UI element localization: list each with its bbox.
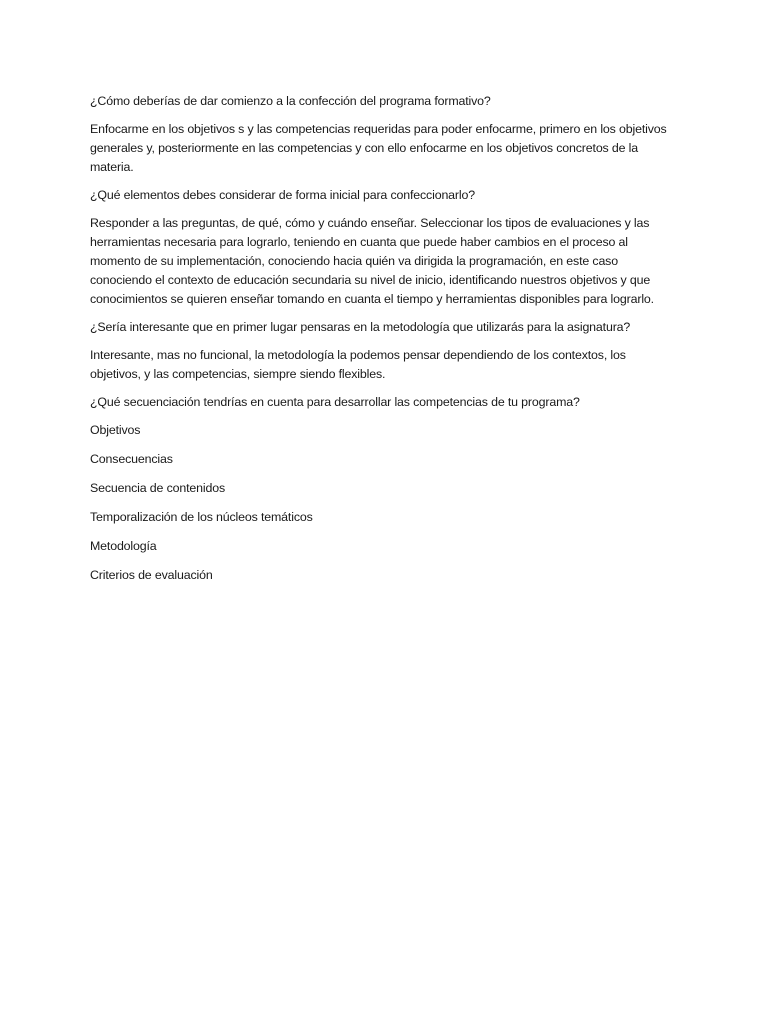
answer-3: Interesante, mas no funcional, la metodología la podemos pensar dependiendo de los contextos, los objetivos, y las competencias, siempre siendo flexibles. [90,348,626,381]
question-2: ¿Qué elementos debes considerar de forma inicial para confeccionarlo? [90,188,475,202]
list-item: Criterios de evaluación [90,568,213,582]
list-item: Temporalización de los núcleos temáticos [90,510,313,524]
list-item: Objetivos [90,423,141,437]
document-page [90,92,670,595]
list-item: Secuencia de contenidos [90,481,226,495]
list-item: Metodología [90,539,157,553]
question-1: ¿Cómo deberías de dar comienzo a la confección del programa formativo? [90,94,491,108]
sequence-list [90,421,670,585]
question-4: ¿Qué secuenciación tendrías en cuenta para desarrollar las competencias de tu programa? [90,395,580,409]
answer-2: Responder a las preguntas, de qué, cómo y cuándo enseñar. Seleccionar los tipos de evaluaciones y las herramientas necesaria para lograrlo, teniendo en cuanta que puede haber cambios en el proceso al momento de su implementación, conociendo hacia quién va dirigida la programación, en este caso conociendo el contexto de educación secundaria su nivel de inicio, identificando nuestros objetivos y que conocimientos se quieren enseñar tomando en cuanta el tiempo y herramientas disponibles para lograrlo. [90,216,654,306]
question-3: ¿Sería interesante que en primer lugar pensaras en la metodología que utilizarás para la asignatura? [90,320,631,334]
list-item: Consecuencias [90,452,173,466]
answer-1: Enfocarme en los objetivos s y las competencias requeridas para poder enfocarme, primero en los objetivos generales y, posteriormente en las competencias y con ello enfocarme en los objetivos concretos de la materia. [90,122,667,174]
